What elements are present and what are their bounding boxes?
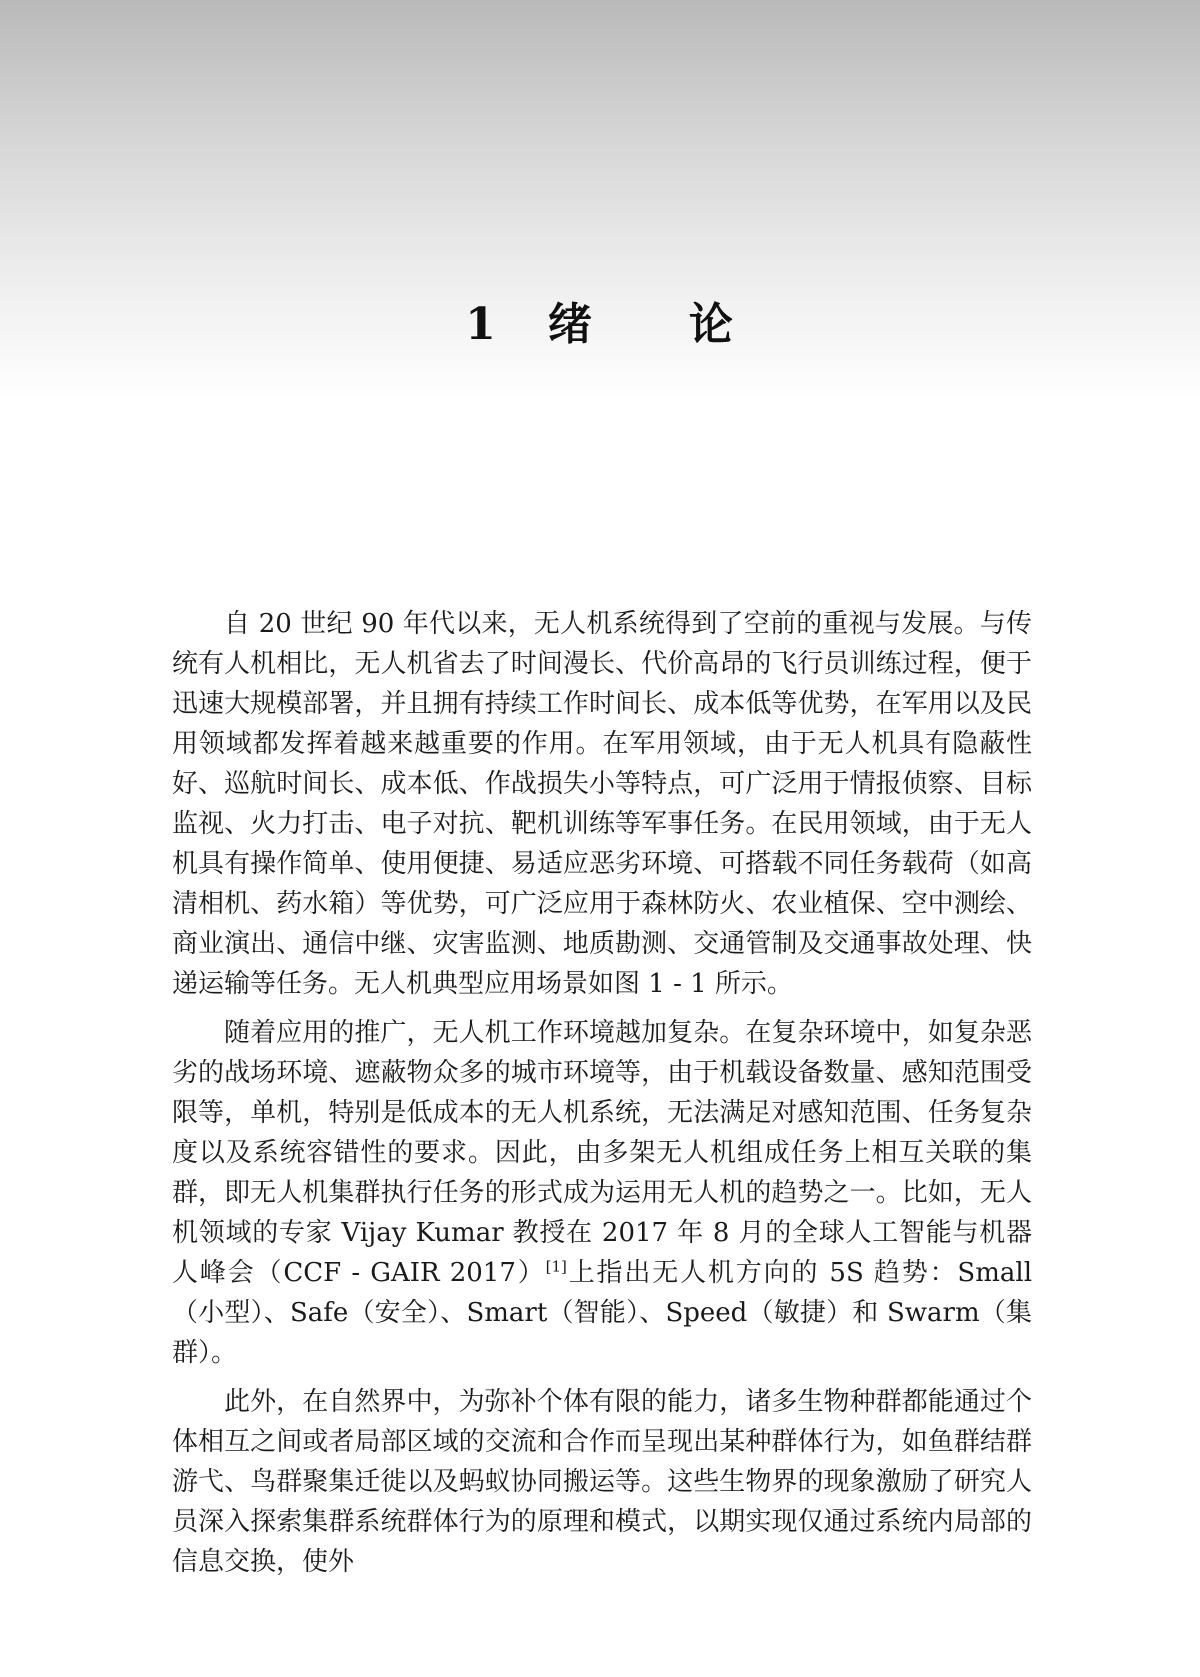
chapter-title-char-1: 绪 — [547, 299, 594, 350]
body-text — [172, 604, 1032, 1591]
citation-ref[interactable]: [1] — [545, 1257, 567, 1276]
paragraph-2-text-after: 上指出无人机方向的 5S 趋势：Small（小型）、Safe（安全）、Smart（智能）、Speed（敏捷）和 Swarm（集群）。 — [172, 1258, 1033, 1368]
chapter-title-char-2: 论 — [688, 299, 735, 350]
paragraph-2-text-before: 随着应用的推广，无人机工作环境越加复杂。在复杂环境中，如复杂恶劣的战场环境、遮蔽物众多的城市环境等，由于机载设备数量、感知范围受限等，单机，特别是低成本的无人机系统，无法满足对感知范围、任务复杂度以及系统容错性的要求。因此，由多架无人机组成任务上相互关联的集群，即无人机集群执行任务的形式成为运用无人机的趋势之一。比如，无人机领域的专家 Vijay Kumar 教授在 2017 年 8 月的全球人工智能与机器人峰会（CCF - GAIR 2017） — [172, 1018, 1032, 1288]
paragraph-2 — [172, 1013, 1032, 1373]
paragraph-3: 此外，在自然界中，为弥补个体有限的能力，诸多生物种群都能通过个体相互之间或者局部区域的交流和合作而呈现出某种群体行为，如鱼群结群游弋、鸟群聚集迁徙以及蚂蚁协同搬运等。这些生物界的现象激励了研究人员深入探索集群系统群体行为的原理和模式，以期实现仅通过系统内局部的信息交换，使外 — [172, 1387, 1032, 1577]
chapter-number: 1 — [465, 299, 498, 350]
chapter-title — [0, 298, 1200, 352]
paragraph-1: 自 20 世纪 90 年代以来，无人机系统得到了空前的重视与发展。与传统有人机相比，无人机省去了时间漫长、代价高昂的飞行员训练过程，便于迅速大规模部署，并且拥有持续工作时间长、成本低等优势，在军用以及民用领域都发挥着越来越重要的作用。在军用领域，由于无人机具有隐蔽性好、巡航时间长、成本低、作战损失小等特点，可广泛用于情报侦察、目标监视、火力打击、电子对抗、靶机训练等军事任务。在民用领域，由于无人机具有操作简单、使用便捷、易适应恶劣环境、可搭载不同任务载荷（如高清相机、药水箱）等优势，可广泛应用于森林防火、农业植保、空中测绘、商业演出、通信中继、灾害监测、地质勘测、交通管制及交通事故处理、快递运输等任务。无人机典型应用场景如图 1 - 1 所示。 — [172, 609, 1032, 999]
